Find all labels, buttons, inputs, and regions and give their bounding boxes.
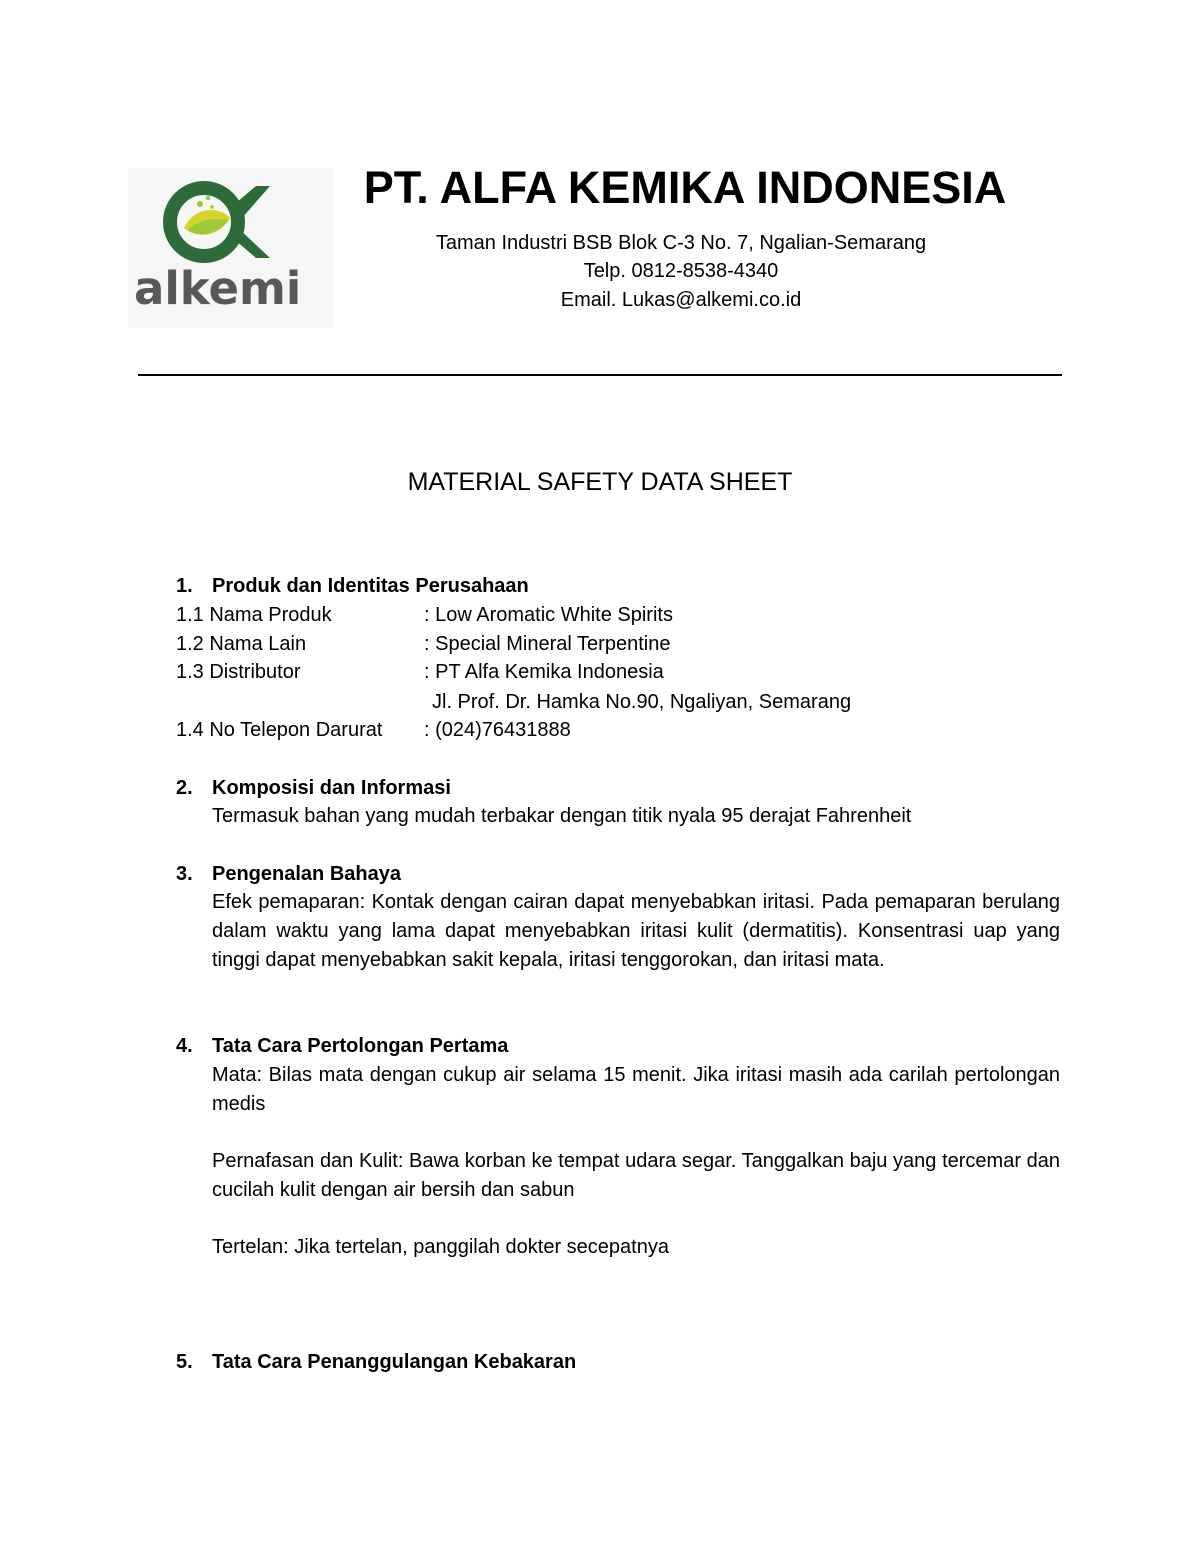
company-name: PT. ALFA KEMIKA INDONESIA <box>363 162 1007 213</box>
logo-text: alkemi <box>134 262 302 315</box>
section-5-heading: Tata Cara Penanggulangan Kebakaran <box>212 1351 577 1373</box>
row-label-nama-lain: 1.2 Nama Lain <box>176 633 307 655</box>
company-phone: Telp. 0812-8538-4340 <box>583 260 779 282</box>
section-1-heading: Produk dan Identitas Perusahaan <box>212 575 529 597</box>
section-4-number: 4. <box>176 1035 193 1057</box>
section-3-number: 3. <box>176 863 193 885</box>
row-label-telepon-darurat: 1.4 No Telepon Darurat <box>176 719 383 741</box>
row-value-nama-lain: : Special Mineral Terpentine <box>424 633 671 655</box>
section-5-number: 5. <box>176 1351 193 1373</box>
row-value-telepon-darurat: : (024)76431888 <box>424 719 571 741</box>
row-label-nama-produk: 1.1 Nama Produk <box>176 604 332 626</box>
section-3-heading: Pengenalan Bahaya <box>212 863 401 885</box>
section-4-paragraph-pernafasan: Pernafasan dan Kulit: Bawa korban ke tempat udara segar. Tanggalkan baju yang tercemar dan cucilah kulit dengan air bersih dan sabun <box>212 1150 1060 1201</box>
section-2-paragraph: Termasuk bahan yang mudah terbakar dengan titik nyala 95 derajat Fahrenheit <box>212 805 912 827</box>
row-value-distributor-address: Jl. Prof. Dr. Hamka No.90, Ngaliyan, Semarang <box>432 691 852 713</box>
row-value-distributor: : PT Alfa Kemika Indonesia <box>424 661 664 683</box>
company-logo <box>128 168 333 328</box>
row-value-nama-produk: : Low Aromatic White Spirits <box>424 604 673 626</box>
company-email: Email. Lukas@alkemi.co.id <box>560 289 802 311</box>
row-label-distributor: 1.3 Distributor <box>176 661 301 683</box>
section-4-paragraph-mata: Mata: Bilas mata dengan cukup air selama 15 menit. Jika iritasi masih ada carilah pertolongan medis <box>212 1064 1060 1115</box>
header-divider <box>138 374 1062 376</box>
company-address: Taman Industri BSB Blok C-3 No. 7, Ngalian-Semarang <box>435 232 927 254</box>
section-3-paragraph: Efek pemaparan: Kontak dengan cairan dapat menyebabkan iritasi. Pada pemaparan berulang dalam waktu yang lama dapat menyebabkan iritasi kulit (dermatitis). Konsentrasi uap yang tinggi dapat menyebabkan sakit kepala, iritasi tenggorokan, dan iritasi mata. <box>212 891 1060 971</box>
section-2-number: 2. <box>176 777 193 799</box>
section-1-number: 1. <box>176 575 193 597</box>
section-2-heading: Komposisi dan Informasi <box>212 777 451 799</box>
section-4-paragraph-tertelan: Tertelan: Jika tertelan, panggilah dokter secepatnya <box>212 1236 669 1258</box>
document-title: MATERIAL SAFETY DATA SHEET <box>407 468 793 496</box>
alkemi-logo-icon <box>158 178 298 268</box>
section-4-heading: Tata Cara Pertolongan Pertama <box>212 1035 509 1057</box>
